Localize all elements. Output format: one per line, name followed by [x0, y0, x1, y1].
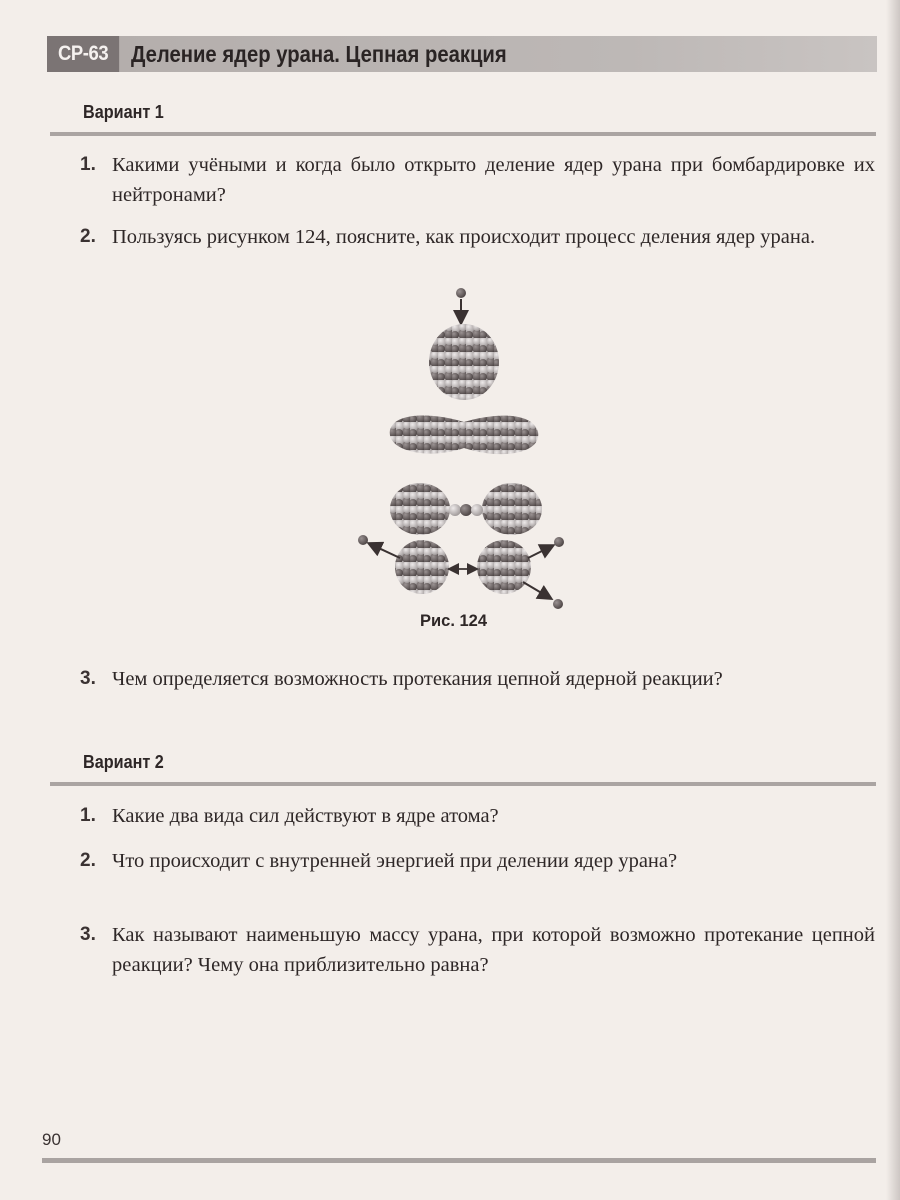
variant-2-question-2: [80, 846, 875, 876]
question-number: 1.: [80, 154, 96, 175]
page-number: 90: [42, 1130, 61, 1149]
footer-rule: [42, 1158, 876, 1163]
variant-1-rule: [50, 132, 876, 136]
question-number: 3.: [80, 924, 96, 945]
question-text: Что происходит с внутренней энергией при делении ядер урана?: [112, 850, 678, 872]
section-code-badge: СР-63: [47, 36, 119, 72]
figure-uranium-fission: [340, 282, 580, 612]
question-text: Какими учёными и когда было открыто деление ядер урана при бомбардировке их нейтронами?: [112, 154, 875, 206]
question-text: Пользуясь рисунком 124, поясните, как происходит процесс деления ядер урана.: [112, 226, 816, 248]
question-text: Какие два вида сил действуют в ядре атома?: [112, 805, 499, 827]
question-number: 2.: [80, 850, 96, 871]
page-edge-shadow: [886, 0, 900, 1200]
variant-2-question-1: [80, 801, 875, 831]
page-title: Деление ядер урана. Цепная реакция: [131, 40, 507, 67]
question-number: 1.: [80, 805, 96, 826]
question-number: 3.: [80, 668, 96, 689]
question-number: 2.: [80, 226, 96, 247]
question-text: Как называют наименьшую массу урана, при которой возможно протекание цепной реакции? Чему она приблизительно равна?: [112, 924, 875, 976]
variant-1-heading: Вариант 1: [83, 102, 164, 122]
variant-1-question-3: [80, 664, 875, 694]
question-text: Чем определяется возможность протекания цепной ядерной реакции?: [112, 668, 723, 690]
variant-2-question-3: [80, 920, 875, 980]
figure-caption: Рис. 124: [420, 612, 488, 630]
variant-1-question-2: [80, 222, 875, 252]
fission-diagram-icon: [340, 282, 580, 612]
variant-2-heading: Вариант 2: [83, 752, 164, 772]
section-header: [47, 36, 877, 72]
variant-1-question-1: [80, 150, 875, 210]
variant-2-rule: [50, 782, 876, 786]
